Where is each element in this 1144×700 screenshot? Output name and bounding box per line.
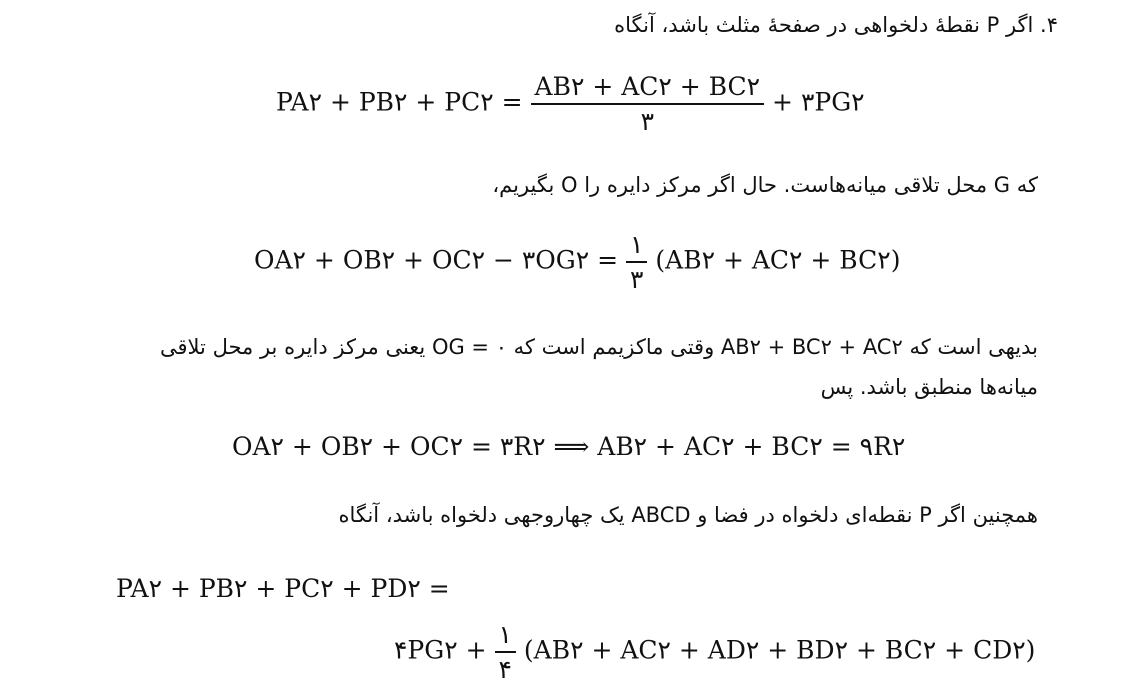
centroid-sentence: که G محل تلاقی میانه‌هاست. حال اگر مرکز دایره را O بگیریم، bbox=[492, 173, 1038, 197]
item-4-statement: ۴. اگر P نقطهٔ دلخواهی در صفحهٔ مثلث باشد، آنگاه bbox=[614, 13, 1058, 37]
eq1-fraction bbox=[531, 72, 765, 136]
eq4-rhs: (AB۲ + AC۲ + AD۲ + BD۲ + BC۲ + CD۲) bbox=[523, 635, 1036, 665]
equation-3: OA۲ + OB۲ + OC۲ = ۳R۲ ⟹ AB۲ + AC۲ + BC۲ = ۹R۲ bbox=[232, 432, 906, 461]
equation-2 bbox=[254, 230, 900, 294]
eq2-fraction bbox=[626, 230, 647, 294]
eq1-numerator: AB۲ + AC۲ + BC۲ bbox=[534, 72, 761, 101]
eq4-numerator: ۱ bbox=[498, 620, 512, 649]
eq4-fraction bbox=[495, 620, 516, 684]
eq2-lhs: OA۲ + OB۲ + OC۲ − ۳OG۲ = bbox=[254, 245, 619, 275]
eq1-denominator: ۳ bbox=[531, 103, 765, 136]
eq4-denominator: ۴ bbox=[495, 651, 516, 684]
tetrahedron-sentence: همچنین اگر P نقطه‌ای دلخواه در فضا و ABCD یک چهاروجهی دلخواه باشد، آنگاه bbox=[338, 503, 1038, 527]
maximum-paragraph-line-1: بدیهی است که AB۲ + BC۲ + AC۲ وقتی ماکزیمم است که OG = ۰ یعنی مرکز دایره بر محل تلاقی bbox=[159, 335, 1038, 359]
eq2-rhs: (AB۲ + AC۲ + BC۲) bbox=[655, 245, 901, 275]
eq2-numerator: ۱ bbox=[630, 230, 644, 259]
equation-4-line-1: PA۲ + PB۲ + PC۲ + PD۲ = bbox=[116, 574, 450, 603]
eq1-lhs: PA۲ + PB۲ + PC۲ = bbox=[276, 87, 523, 117]
eq1-tail: + ۳PG۲ bbox=[772, 87, 865, 117]
equation-1 bbox=[276, 72, 865, 136]
equation-4-line-2 bbox=[394, 620, 1035, 684]
maximum-paragraph-line-2: میانه‌ها منطبق باشد. پس bbox=[820, 375, 1038, 399]
eq2-denominator: ۳ bbox=[626, 261, 647, 294]
eq4-lead: ۴PG۲ + bbox=[394, 635, 487, 665]
